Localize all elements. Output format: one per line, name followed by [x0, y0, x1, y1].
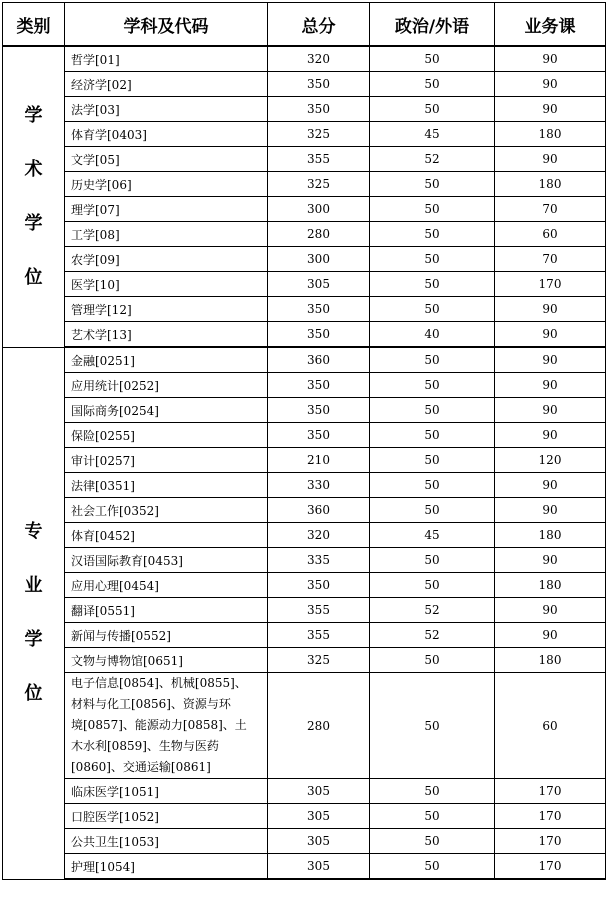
subject-line: 木水利[0859]、生物与医药: [71, 739, 219, 753]
politics-foreign-score-cell: 45: [370, 523, 495, 548]
total-score-cell: 280: [268, 222, 370, 247]
subject-cell: 翻译[0551]: [65, 598, 268, 623]
table-row: [3, 804, 606, 829]
subject-line: 电子信息[0854]、机械[0855]、: [71, 676, 247, 690]
major-score-cell: 90: [495, 72, 606, 97]
total-score-cell: 350: [268, 72, 370, 97]
subject-cell: 法律[0351]: [65, 473, 268, 498]
total-score-cell: 350: [268, 573, 370, 598]
total-score-cell: 355: [268, 147, 370, 172]
subject-cell: 社会工作[0352]: [65, 498, 268, 523]
major-score-cell: 170: [495, 829, 606, 854]
subject-cell: 应用统计[0252]: [65, 373, 268, 398]
subject-cell: 医学[10]: [65, 272, 268, 297]
politics-foreign-score-cell: 40: [370, 322, 495, 348]
total-score-cell: 350: [268, 423, 370, 448]
subject-cell: 体育学[0403]: [65, 122, 268, 147]
category-label-char: 学: [24, 212, 43, 234]
total-score-cell: 350: [268, 398, 370, 423]
major-score-cell: 170: [495, 854, 606, 880]
professional-degree-category-cell: [3, 347, 65, 879]
table-row: [3, 46, 606, 72]
category-label-char: 学: [24, 104, 43, 126]
table-row: [3, 322, 606, 348]
subject-cell: 护理[1054]: [65, 854, 268, 880]
subject-cell: 公共卫生[1053]: [65, 829, 268, 854]
academic-degree-label: [25, 89, 43, 305]
table-row: [3, 548, 606, 573]
total-score-cell: 325: [268, 172, 370, 197]
politics-foreign-score-cell: 50: [370, 473, 495, 498]
total-score-cell: 350: [268, 297, 370, 322]
table-row: [3, 398, 606, 423]
subject-cell: 农学[09]: [65, 247, 268, 272]
table-row: [3, 172, 606, 197]
subject-cell: 审计[0257]: [65, 448, 268, 473]
subject-line: 境[0857]、能源动力[0858]、土: [71, 718, 247, 732]
politics-foreign-score-cell: 50: [370, 448, 495, 473]
major-score-cell: 90: [495, 623, 606, 648]
total-score-cell: 355: [268, 623, 370, 648]
major-score-cell: 180: [495, 523, 606, 548]
header-major: 业务课: [495, 3, 606, 47]
table-row: [3, 573, 606, 598]
major-score-cell: 170: [495, 804, 606, 829]
subject-cell: [65, 673, 268, 779]
table-row: [3, 648, 606, 673]
total-score-cell: 305: [268, 854, 370, 880]
politics-foreign-score-cell: 52: [370, 623, 495, 648]
politics-foreign-score-cell: 50: [370, 72, 495, 97]
total-score-cell: 280: [268, 673, 370, 779]
total-score-cell: 300: [268, 247, 370, 272]
total-score-cell: 325: [268, 648, 370, 673]
politics-foreign-score-cell: 52: [370, 147, 495, 172]
politics-foreign-score-cell: 45: [370, 122, 495, 147]
total-score-cell: 305: [268, 829, 370, 854]
major-score-cell: 90: [495, 297, 606, 322]
total-score-cell: 335: [268, 548, 370, 573]
subject-cell: 金融[0251]: [65, 347, 268, 373]
total-score-cell: 360: [268, 498, 370, 523]
header-category: 类别: [3, 3, 65, 47]
header-politics-foreign: 政治/外语: [370, 3, 495, 47]
politics-foreign-score-cell: 50: [370, 347, 495, 373]
total-score-cell: 325: [268, 122, 370, 147]
major-score-cell: 90: [495, 498, 606, 523]
subject-cell: 历史学[06]: [65, 172, 268, 197]
subject-cell: 体育[0452]: [65, 523, 268, 548]
subject-cell: 应用心理[0454]: [65, 573, 268, 598]
major-score-cell: 180: [495, 122, 606, 147]
total-score-cell: 305: [268, 272, 370, 297]
total-score-cell: 320: [268, 46, 370, 72]
table-row: [3, 498, 606, 523]
table-row: [3, 122, 606, 147]
politics-foreign-score-cell: 50: [370, 498, 495, 523]
subject-cell: 口腔医学[1052]: [65, 804, 268, 829]
major-score-cell: 180: [495, 648, 606, 673]
politics-foreign-score-cell: 50: [370, 172, 495, 197]
major-score-cell: 90: [495, 147, 606, 172]
major-score-cell: 90: [495, 423, 606, 448]
politics-foreign-score-cell: 50: [370, 297, 495, 322]
major-score-cell: 60: [495, 673, 606, 779]
academic-degree-category-cell: [3, 46, 65, 347]
score-table: [2, 2, 606, 880]
subject-line: [0860]、交通运输[0861]: [71, 760, 211, 774]
table-row: [3, 147, 606, 172]
table-row: [3, 373, 606, 398]
politics-foreign-score-cell: 50: [370, 829, 495, 854]
politics-foreign-score-cell: 50: [370, 398, 495, 423]
header-subject: 学科及代码: [65, 3, 268, 47]
table-row: [3, 779, 606, 804]
table-row: [3, 297, 606, 322]
subject-cell: 文物与博物馆[0651]: [65, 648, 268, 673]
category-label-char: 业: [24, 575, 43, 596]
total-score-cell: 305: [268, 779, 370, 804]
major-score-cell: 90: [495, 322, 606, 348]
subject-cell: 保险[0255]: [65, 423, 268, 448]
category-label-char: 术: [24, 158, 43, 180]
major-score-cell: 90: [495, 598, 606, 623]
table-row: [3, 272, 606, 297]
major-score-cell: 70: [495, 247, 606, 272]
politics-foreign-score-cell: 50: [370, 197, 495, 222]
politics-foreign-score-cell: 50: [370, 573, 495, 598]
subject-cell: 临床医学[1051]: [65, 779, 268, 804]
politics-foreign-score-cell: 50: [370, 46, 495, 72]
politics-foreign-score-cell: 50: [370, 423, 495, 448]
subject-cell: 艺术学[13]: [65, 322, 268, 348]
table-row: [3, 623, 606, 648]
total-score-cell: 355: [268, 598, 370, 623]
subject-cell: 法学[03]: [65, 97, 268, 122]
total-score-cell: 350: [268, 322, 370, 348]
major-score-cell: 180: [495, 573, 606, 598]
total-score-cell: 210: [268, 448, 370, 473]
total-score-cell: 320: [268, 523, 370, 548]
table-row: [3, 473, 606, 498]
table-row: [3, 523, 606, 548]
subject-cell: 工学[08]: [65, 222, 268, 247]
table-row: [3, 598, 606, 623]
major-score-cell: 90: [495, 473, 606, 498]
category-label-char: 专: [24, 521, 43, 542]
table-row: [3, 448, 606, 473]
table-row: [3, 97, 606, 122]
table-row: [3, 72, 606, 97]
major-score-cell: 170: [495, 272, 606, 297]
table-row: [3, 247, 606, 272]
major-score-cell: 120: [495, 448, 606, 473]
total-score-cell: 350: [268, 97, 370, 122]
politics-foreign-score-cell: 52: [370, 598, 495, 623]
major-score-cell: 90: [495, 347, 606, 373]
major-score-cell: 60: [495, 222, 606, 247]
table-row: [3, 423, 606, 448]
total-score-cell: 360: [268, 347, 370, 373]
politics-foreign-score-cell: 50: [370, 779, 495, 804]
subject-cell: 文学[05]: [65, 147, 268, 172]
politics-foreign-score-cell: 50: [370, 373, 495, 398]
politics-foreign-score-cell: 50: [370, 247, 495, 272]
politics-foreign-score-cell: 50: [370, 804, 495, 829]
table-row: [3, 222, 606, 247]
major-score-cell: 90: [495, 548, 606, 573]
subject-cell: 理学[07]: [65, 197, 268, 222]
major-score-cell: 180: [495, 172, 606, 197]
major-score-cell: 90: [495, 373, 606, 398]
table-row: [3, 197, 606, 222]
professional-degree-label: [25, 505, 43, 721]
table-row: [3, 854, 606, 880]
politics-foreign-score-cell: 50: [370, 648, 495, 673]
politics-foreign-score-cell: 50: [370, 97, 495, 122]
major-score-cell: 170: [495, 779, 606, 804]
subject-line: 材料与化工[0856]、资源与环: [71, 697, 231, 711]
score-table-container: [2, 2, 606, 880]
major-score-cell: 90: [495, 398, 606, 423]
politics-foreign-score-cell: 50: [370, 673, 495, 779]
category-label-char: 位: [24, 683, 43, 704]
total-score-cell: 305: [268, 804, 370, 829]
category-label-char: 学: [24, 629, 43, 650]
table-row: [3, 829, 606, 854]
table-body: [3, 46, 606, 879]
header-total: 总分: [268, 3, 370, 47]
subject-cell: 汉语国际教育[0453]: [65, 548, 268, 573]
subject-cell: 哲学[01]: [65, 46, 268, 72]
header-row: [3, 3, 606, 47]
politics-foreign-score-cell: 50: [370, 854, 495, 880]
politics-foreign-score-cell: 50: [370, 272, 495, 297]
subject-cell: 管理学[12]: [65, 297, 268, 322]
total-score-cell: 350: [268, 373, 370, 398]
politics-foreign-score-cell: 50: [370, 222, 495, 247]
major-score-cell: 90: [495, 97, 606, 122]
subject-cell: 经济学[02]: [65, 72, 268, 97]
total-score-cell: 300: [268, 197, 370, 222]
major-score-cell: 90: [495, 46, 606, 72]
table-row: [3, 347, 606, 373]
major-score-cell: 70: [495, 197, 606, 222]
total-score-cell: 330: [268, 473, 370, 498]
subject-cell: 国际商务[0254]: [65, 398, 268, 423]
subject-cell: 新闻与传播[0552]: [65, 623, 268, 648]
category-label-char: 位: [24, 266, 43, 288]
politics-foreign-score-cell: 50: [370, 548, 495, 573]
table-row: [3, 673, 606, 779]
